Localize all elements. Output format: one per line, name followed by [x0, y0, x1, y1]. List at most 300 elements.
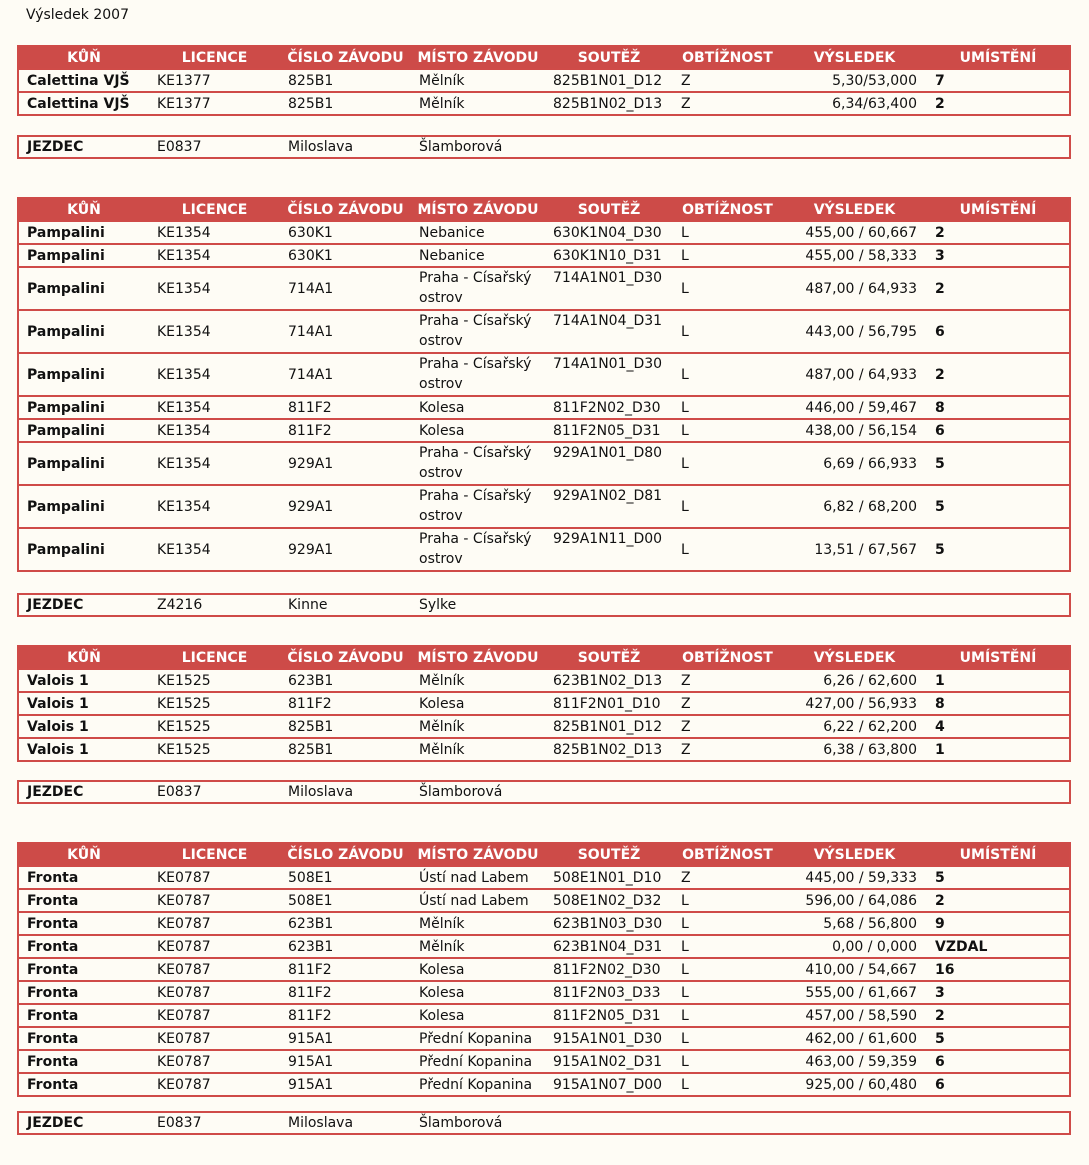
result-cell: 596,00 / 64,086 — [782, 889, 927, 912]
rider-row — [18, 1112, 1070, 1134]
rider-row — [18, 781, 1070, 803]
rank-cell: 6 — [927, 419, 1070, 442]
race-place-cell: Mělník — [411, 669, 545, 692]
difficulty-cell: L — [673, 353, 782, 396]
horse-cell: Fronta — [18, 912, 149, 935]
race-place-cell: Mělník — [411, 92, 545, 115]
competition-text: 714A1N01_D30 — [553, 270, 663, 286]
competition-cell: 915A1N01_D30 — [545, 1027, 673, 1050]
rank-cell: 3 — [927, 244, 1070, 267]
result-cell: 555,00 / 61,667 — [782, 981, 927, 1004]
difficulty-cell: Z — [673, 69, 782, 92]
header-licence: LICENCE — [149, 46, 280, 69]
competition-text: 929A1N11_D00 — [553, 531, 663, 547]
header-difficulty: OBTÍŽNOST — [673, 198, 782, 221]
table-row — [18, 1004, 1070, 1027]
header-difficulty: OBTÍŽNOST — [673, 46, 782, 69]
race-number-cell: 811F2 — [280, 419, 411, 442]
horse-cell: Pampalini — [18, 442, 149, 485]
licence-cell: KE1354 — [149, 419, 280, 442]
table-row — [18, 692, 1070, 715]
competition-cell: 825B1N01_D12 — [545, 715, 673, 738]
table-row — [18, 715, 1070, 738]
rank-cell: 5 — [927, 485, 1070, 528]
race-place-cell — [411, 442, 545, 485]
race-number-cell: 811F2 — [280, 1004, 411, 1027]
race-place-cell — [411, 528, 545, 571]
competition-cell: 623B1N02_D13 — [545, 669, 673, 692]
race-place-line: Praha - Císařský — [419, 356, 532, 372]
table-row — [18, 981, 1070, 1004]
race-place-cell: Kolesa — [411, 958, 545, 981]
race-place-cell: Kolesa — [411, 396, 545, 419]
licence-cell: KE1525 — [149, 715, 280, 738]
result-cell: 6,69 / 66,933 — [782, 442, 927, 485]
difficulty-cell: L — [673, 958, 782, 981]
competition-cell: 811F2N03_D33 — [545, 981, 673, 1004]
header-licence: LICENCE — [149, 843, 280, 866]
table-row — [18, 528, 1070, 571]
result-cell: 455,00 / 60,667 — [782, 221, 927, 244]
rank-cell: 2 — [927, 353, 1070, 396]
rider-table — [17, 780, 1071, 804]
table-row — [18, 958, 1070, 981]
difficulty-cell: L — [673, 1050, 782, 1073]
page-title: Výsledek 2007 — [26, 7, 129, 23]
rider-table — [17, 135, 1071, 159]
race-number-cell: 623B1 — [280, 912, 411, 935]
difficulty-cell: L — [673, 935, 782, 958]
result-cell: 0,00 / 0,000 — [782, 935, 927, 958]
race-place-cell — [411, 353, 545, 396]
rank-cell: 2 — [927, 92, 1070, 115]
competition-cell — [545, 310, 673, 353]
rank-cell: 2 — [927, 267, 1070, 310]
competition-cell: 508E1N01_D10 — [545, 866, 673, 889]
header-rank: UMÍSTĚNÍ — [927, 46, 1070, 69]
header-result: VÝSLEDEK — [782, 46, 927, 69]
horse-cell: Fronta — [18, 1050, 149, 1073]
rank-cell: 6 — [927, 310, 1070, 353]
race-number-cell: 714A1 — [280, 353, 411, 396]
race-number-cell: 714A1 — [280, 267, 411, 310]
table-row — [18, 310, 1070, 353]
difficulty-cell: L — [673, 889, 782, 912]
results-table — [17, 842, 1071, 1097]
table-row — [18, 244, 1070, 267]
result-cell: 487,00 / 64,933 — [782, 353, 927, 396]
race-number-cell: 811F2 — [280, 396, 411, 419]
rank-cell: 9 — [927, 912, 1070, 935]
table-row — [18, 485, 1070, 528]
difficulty-cell: Z — [673, 92, 782, 115]
licence-cell: KE0787 — [149, 958, 280, 981]
rider-first-name: Miloslava — [288, 784, 354, 800]
race-place-cell: Kolesa — [411, 1004, 545, 1027]
competition-text: 714A1N01_D30 — [553, 356, 663, 372]
licence-cell: KE0787 — [149, 1027, 280, 1050]
race-place-line: ostrov — [419, 508, 463, 524]
header-licence: LICENCE — [149, 198, 280, 221]
header-competition: SOUTĚŽ — [545, 646, 673, 669]
horse-cell: Fronta — [18, 1004, 149, 1027]
rider-licence: Z4216 — [157, 597, 203, 613]
competition-cell: 630K1N10_D31 — [545, 244, 673, 267]
race-number-cell: 811F2 — [280, 981, 411, 1004]
result-cell: 5,30/53,000 — [782, 69, 927, 92]
table-row — [18, 267, 1070, 310]
difficulty-cell: L — [673, 1027, 782, 1050]
rank-cell: VZDAL — [927, 935, 1070, 958]
competition-cell — [545, 267, 673, 310]
competition-cell: 508E1N02_D32 — [545, 889, 673, 912]
race-number-cell: 915A1 — [280, 1027, 411, 1050]
licence-cell: KE1354 — [149, 353, 280, 396]
licence-cell: KE1354 — [149, 310, 280, 353]
result-cell: 462,00 / 61,600 — [782, 1027, 927, 1050]
competition-cell: 811F2N02_D30 — [545, 396, 673, 419]
header-horse: KŮŇ — [18, 843, 149, 866]
race-number-cell: 811F2 — [280, 692, 411, 715]
rider-row — [18, 594, 1070, 616]
rider-licence: E0837 — [157, 139, 202, 155]
competition-cell — [545, 442, 673, 485]
header-race-place: MÍSTO ZÁVODU — [411, 198, 545, 221]
difficulty-cell: L — [673, 396, 782, 419]
horse-cell: Pampalini — [18, 396, 149, 419]
rank-cell: 6 — [927, 1050, 1070, 1073]
horse-cell: Calettina VJŠ — [18, 92, 149, 115]
table-row — [18, 912, 1070, 935]
header-competition: SOUTĚŽ — [545, 843, 673, 866]
result-cell: 410,00 / 54,667 — [782, 958, 927, 981]
race-place-line: Praha - Císařský — [419, 270, 532, 286]
difficulty-cell: L — [673, 442, 782, 485]
rank-cell: 1 — [927, 738, 1070, 761]
result-cell: 6,34/63,400 — [782, 92, 927, 115]
table-header-row — [18, 198, 1070, 221]
horse-cell: Valois 1 — [18, 715, 149, 738]
horse-cell: Fronta — [18, 889, 149, 912]
competition-cell: 623B1N04_D31 — [545, 935, 673, 958]
race-number-cell: 825B1 — [280, 715, 411, 738]
difficulty-cell: Z — [673, 669, 782, 692]
difficulty-cell: L — [673, 244, 782, 267]
race-number-cell: 630K1 — [280, 221, 411, 244]
race-number-cell: 825B1 — [280, 92, 411, 115]
difficulty-cell: L — [673, 1073, 782, 1096]
licence-cell: KE1525 — [149, 692, 280, 715]
licence-cell: KE0787 — [149, 1004, 280, 1027]
race-place-cell: Mělník — [411, 738, 545, 761]
race-number-cell: 508E1 — [280, 866, 411, 889]
horse-cell: Pampalini — [18, 221, 149, 244]
table-row — [18, 1073, 1070, 1096]
licence-cell: KE1525 — [149, 738, 280, 761]
table-row — [18, 396, 1070, 419]
race-place-line: ostrov — [419, 551, 463, 567]
horse-cell: Valois 1 — [18, 738, 149, 761]
race-place-cell: Přední Kopanina — [411, 1027, 545, 1050]
licence-cell: KE1354 — [149, 396, 280, 419]
race-number-cell: 915A1 — [280, 1073, 411, 1096]
competition-cell: 825B1N02_D13 — [545, 738, 673, 761]
header-horse: KŮŇ — [18, 198, 149, 221]
table-row — [18, 669, 1070, 692]
race-place-cell: Mělník — [411, 912, 545, 935]
licence-cell: KE1377 — [149, 69, 280, 92]
horse-cell: Fronta — [18, 1027, 149, 1050]
rider-first-name: Miloslava — [288, 1115, 354, 1131]
race-place-line: ostrov — [419, 290, 463, 306]
rider-last-name: Šlamborová — [419, 139, 503, 155]
race-place-cell: Ústí nad Labem — [411, 866, 545, 889]
header-race-number: ČÍSLO ZÁVODU — [280, 646, 411, 669]
result-cell: 487,00 / 64,933 — [782, 267, 927, 310]
competition-cell: 630K1N04_D30 — [545, 221, 673, 244]
rider-row — [18, 136, 1070, 158]
rank-cell: 5 — [927, 442, 1070, 485]
competition-cell: 825B1N01_D12 — [545, 69, 673, 92]
licence-cell: KE0787 — [149, 935, 280, 958]
race-place-cell: Ústí nad Labem — [411, 889, 545, 912]
licence-cell: KE1354 — [149, 267, 280, 310]
rider-last-name: Sylke — [419, 597, 457, 613]
table-header-row — [18, 46, 1070, 69]
competition-text: 929A1N02_D81 — [553, 488, 663, 504]
horse-cell: Valois 1 — [18, 692, 149, 715]
difficulty-cell: L — [673, 981, 782, 1004]
header-licence: LICENCE — [149, 646, 280, 669]
race-number-cell: 623B1 — [280, 669, 411, 692]
competition-cell: 825B1N02_D13 — [545, 92, 673, 115]
result-cell: 6,26 / 62,600 — [782, 669, 927, 692]
rank-cell: 3 — [927, 981, 1070, 1004]
results-table — [17, 197, 1071, 572]
licence-cell: KE1354 — [149, 528, 280, 571]
competition-cell — [545, 528, 673, 571]
licence-cell: KE1525 — [149, 669, 280, 692]
horse-cell: Pampalini — [18, 485, 149, 528]
result-cell: 457,00 / 58,590 — [782, 1004, 927, 1027]
header-horse: KŮŇ — [18, 46, 149, 69]
rank-cell: 5 — [927, 1027, 1070, 1050]
licence-cell: KE0787 — [149, 866, 280, 889]
header-result: VÝSLEDEK — [782, 198, 927, 221]
rank-cell: 7 — [927, 69, 1070, 92]
race-number-cell: 508E1 — [280, 889, 411, 912]
race-number-cell: 825B1 — [280, 69, 411, 92]
competition-cell: 811F2N02_D30 — [545, 958, 673, 981]
horse-cell: Fronta — [18, 1073, 149, 1096]
competition-cell: 811F2N05_D31 — [545, 419, 673, 442]
result-cell: 438,00 / 56,154 — [782, 419, 927, 442]
race-number-cell: 630K1 — [280, 244, 411, 267]
table-row — [18, 419, 1070, 442]
header-competition: SOUTĚŽ — [545, 46, 673, 69]
race-place-cell: Kolesa — [411, 692, 545, 715]
race-place-cell: Mělník — [411, 935, 545, 958]
table-row — [18, 221, 1070, 244]
header-race-place: MÍSTO ZÁVODU — [411, 843, 545, 866]
rank-cell: 6 — [927, 1073, 1070, 1096]
result-cell: 6,82 / 68,200 — [782, 485, 927, 528]
results-table — [17, 645, 1071, 762]
race-place-cell: Nebanice — [411, 221, 545, 244]
race-number-cell: 915A1 — [280, 1050, 411, 1073]
horse-cell: Pampalini — [18, 419, 149, 442]
header-result: VÝSLEDEK — [782, 843, 927, 866]
horse-cell: Fronta — [18, 866, 149, 889]
header-competition: SOUTĚŽ — [545, 198, 673, 221]
rider-last-name: Šlamborová — [419, 784, 503, 800]
difficulty-cell: L — [673, 1004, 782, 1027]
result-cell: 445,00 / 59,333 — [782, 866, 927, 889]
table-row — [18, 889, 1070, 912]
horse-cell: Pampalini — [18, 528, 149, 571]
race-place-cell: Mělník — [411, 69, 545, 92]
header-result: VÝSLEDEK — [782, 646, 927, 669]
rank-cell: 8 — [927, 396, 1070, 419]
header-race-number: ČÍSLO ZÁVODU — [280, 198, 411, 221]
licence-cell: KE0787 — [149, 1050, 280, 1073]
rider-licence: E0837 — [157, 1115, 202, 1131]
result-cell: 443,00 / 56,795 — [782, 310, 927, 353]
competition-cell — [545, 485, 673, 528]
header-difficulty: OBTÍŽNOST — [673, 843, 782, 866]
header-difficulty: OBTÍŽNOST — [673, 646, 782, 669]
rank-cell: 2 — [927, 1004, 1070, 1027]
rider-table — [17, 593, 1071, 617]
difficulty-cell: Z — [673, 738, 782, 761]
difficulty-cell: L — [673, 267, 782, 310]
rider-first-name: Miloslava — [288, 139, 354, 155]
race-place-line: Praha - Císařský — [419, 531, 532, 547]
competition-cell: 811F2N01_D10 — [545, 692, 673, 715]
horse-cell: Fronta — [18, 935, 149, 958]
difficulty-cell: L — [673, 310, 782, 353]
header-rank: UMÍSTĚNÍ — [927, 646, 1070, 669]
table-row — [18, 1027, 1070, 1050]
difficulty-cell: L — [673, 485, 782, 528]
race-place-cell: Mělník — [411, 715, 545, 738]
difficulty-cell: L — [673, 419, 782, 442]
horse-cell: Pampalini — [18, 353, 149, 396]
table-row — [18, 1050, 1070, 1073]
result-cell: 925,00 / 60,480 — [782, 1073, 927, 1096]
header-horse: KŮŇ — [18, 646, 149, 669]
rider-label: JEZDEC — [27, 1115, 84, 1131]
race-place-cell: Kolesa — [411, 981, 545, 1004]
result-cell: 5,68 / 56,800 — [782, 912, 927, 935]
rank-cell: 2 — [927, 221, 1070, 244]
header-rank: UMÍSTĚNÍ — [927, 843, 1070, 866]
licence-cell: KE1354 — [149, 442, 280, 485]
horse-cell: Pampalini — [18, 267, 149, 310]
table-row — [18, 353, 1070, 396]
race-number-cell: 825B1 — [280, 738, 411, 761]
rank-cell: 5 — [927, 866, 1070, 889]
rank-cell: 5 — [927, 528, 1070, 571]
competition-cell: 915A1N07_D00 — [545, 1073, 673, 1096]
table-row — [18, 935, 1070, 958]
result-cell: 13,51 / 67,567 — [782, 528, 927, 571]
rank-cell: 2 — [927, 889, 1070, 912]
race-place-line: Praha - Císařský — [419, 488, 532, 504]
race-place-line: ostrov — [419, 465, 463, 481]
table-row — [18, 866, 1070, 889]
result-cell: 427,00 / 56,933 — [782, 692, 927, 715]
licence-cell: KE0787 — [149, 912, 280, 935]
race-place-line: Praha - Císařský — [419, 445, 532, 461]
competition-cell: 623B1N03_D30 — [545, 912, 673, 935]
rider-label: JEZDEC — [27, 139, 84, 155]
header-race-place: MÍSTO ZÁVODU — [411, 46, 545, 69]
race-place-line: ostrov — [419, 376, 463, 392]
result-cell: 463,00 / 59,359 — [782, 1050, 927, 1073]
rider-licence: E0837 — [157, 784, 202, 800]
licence-cell: KE1354 — [149, 244, 280, 267]
horse-cell: Valois 1 — [18, 669, 149, 692]
difficulty-cell: Z — [673, 866, 782, 889]
results-table — [17, 45, 1071, 116]
table-row — [18, 92, 1070, 115]
horse-cell: Pampalini — [18, 310, 149, 353]
horse-cell: Pampalini — [18, 244, 149, 267]
race-place-cell — [411, 485, 545, 528]
race-place-line: Praha - Císařský — [419, 313, 532, 329]
licence-cell: KE1377 — [149, 92, 280, 115]
header-race-place: MÍSTO ZÁVODU — [411, 646, 545, 669]
race-number-cell: 811F2 — [280, 958, 411, 981]
rider-table — [17, 1111, 1071, 1135]
difficulty-cell: L — [673, 528, 782, 571]
difficulty-cell: L — [673, 221, 782, 244]
difficulty-cell: Z — [673, 715, 782, 738]
header-race-number: ČÍSLO ZÁVODU — [280, 46, 411, 69]
result-cell: 446,00 / 59,467 — [782, 396, 927, 419]
result-cell: 6,22 / 62,200 — [782, 715, 927, 738]
result-cell: 6,38 / 63,800 — [782, 738, 927, 761]
table-header-row — [18, 646, 1070, 669]
header-rank: UMÍSTĚNÍ — [927, 198, 1070, 221]
rank-cell: 4 — [927, 715, 1070, 738]
licence-cell: KE0787 — [149, 981, 280, 1004]
race-place-cell: Přední Kopanina — [411, 1050, 545, 1073]
table-row — [18, 69, 1070, 92]
licence-cell: KE0787 — [149, 1073, 280, 1096]
race-place-line: ostrov — [419, 333, 463, 349]
race-number-cell: 714A1 — [280, 310, 411, 353]
competition-cell — [545, 353, 673, 396]
licence-cell: KE1354 — [149, 485, 280, 528]
competition-cell: 811F2N05_D31 — [545, 1004, 673, 1027]
horse-cell: Fronta — [18, 958, 149, 981]
table-row — [18, 442, 1070, 485]
header-race-number: ČÍSLO ZÁVODU — [280, 843, 411, 866]
rank-cell: 8 — [927, 692, 1070, 715]
rider-first-name: Kinne — [288, 597, 328, 613]
horse-cell: Fronta — [18, 981, 149, 1004]
race-number-cell: 929A1 — [280, 485, 411, 528]
result-cell: 455,00 / 58,333 — [782, 244, 927, 267]
difficulty-cell: L — [673, 912, 782, 935]
competition-text: 714A1N04_D31 — [553, 313, 663, 329]
race-place-cell: Nebanice — [411, 244, 545, 267]
horse-cell: Calettina VJŠ — [18, 69, 149, 92]
competition-cell: 915A1N02_D31 — [545, 1050, 673, 1073]
difficulty-cell: Z — [673, 692, 782, 715]
